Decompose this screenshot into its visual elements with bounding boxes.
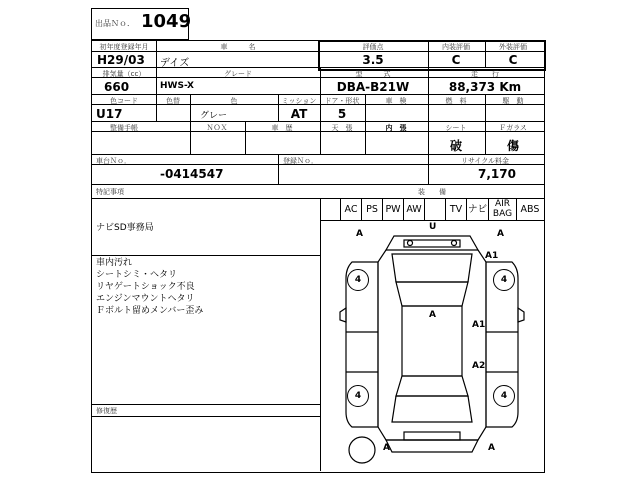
exterior-grade-label: 外装評価	[499, 43, 527, 51]
damage-mark: U	[429, 222, 437, 232]
note-line: シートシミ・ヘタリ	[96, 270, 178, 280]
score-label: 評価点	[362, 43, 384, 51]
registration-label: 登録Ｎｏ．	[283, 157, 318, 165]
displacement: 660	[104, 80, 130, 94]
transmission: AT	[290, 107, 308, 121]
lot-number-label: 出品Ｎｏ．	[95, 19, 135, 28]
damage-mark: A	[383, 443, 390, 453]
seat-label: シート	[445, 124, 467, 132]
inspection-label: 車 検	[385, 97, 407, 105]
front-glass-label: Ｆガラス	[499, 124, 527, 132]
drive-label: 駆 動	[502, 97, 524, 105]
recycle-label: リサイクル料金	[460, 157, 510, 165]
damage-mark: A1	[485, 251, 499, 261]
notes-list	[96, 257, 203, 317]
name-label: 車 名	[220, 43, 256, 51]
inner-trim-label: 内 張	[385, 124, 407, 132]
ceiling-label: 天 張	[331, 124, 353, 132]
equip-ac: AC	[344, 204, 358, 215]
color-code: U17	[96, 107, 123, 121]
notes-label: 特記事項	[96, 188, 124, 196]
first-registration: H29/03	[97, 53, 145, 67]
note-line: エンジンマウントヘタリ	[96, 294, 195, 304]
tire-rear-right: 4	[493, 385, 515, 407]
tire-rear-left: 4	[347, 385, 369, 407]
color-label: 色	[230, 97, 238, 105]
equip-tv: TV	[449, 204, 463, 215]
damage-mark: A	[497, 229, 504, 239]
doors: 5	[337, 107, 347, 121]
damage-mark: A	[429, 310, 436, 320]
doors-label: ドア・形状	[324, 97, 360, 105]
mileage: 88,373 Km	[448, 80, 522, 94]
displacement-label: 排気量（cc）	[102, 70, 146, 78]
chassis-label: 車台Ｎｏ．	[96, 157, 131, 165]
damage-mark: A2	[472, 361, 486, 371]
exterior-grade: C	[508, 53, 518, 67]
color: グレー	[200, 111, 228, 121]
repair-history-label: 修復歴	[96, 407, 117, 415]
equip-ps: PS	[366, 204, 378, 215]
interior-grade: C	[451, 53, 461, 67]
note-line: 車内汚れ	[96, 258, 133, 268]
car-name: デイズ	[160, 58, 190, 69]
lot-number: 1049	[141, 11, 192, 32]
damage-mark: A1	[472, 320, 486, 330]
car-history-label: 車 歴	[271, 124, 293, 132]
note-line: Ｆボルト留めメンバー歪み	[96, 306, 204, 316]
auction-score: 3.5	[362, 53, 384, 67]
chassis-number: -0414547	[160, 167, 224, 181]
grade-label: グレード	[224, 70, 252, 78]
equipment-label: 装 備	[418, 188, 446, 196]
recycle-fee: 7,170	[478, 167, 516, 181]
notes-special: ナビSD事務局	[96, 223, 154, 233]
equip-pw: PW	[385, 204, 401, 215]
damage-mark: A	[488, 443, 495, 453]
model-code: DBA-B21W	[336, 80, 410, 94]
tire-front-right: 4	[493, 269, 515, 291]
grade: HWS-X	[160, 81, 194, 91]
note-line: リヤゲートショック不良	[96, 282, 195, 292]
nox-label: ＮＯＸ	[206, 124, 228, 132]
car-diagram	[322, 222, 542, 470]
color-code-label: 色コード	[110, 97, 138, 105]
fuel-label: 燃 料	[445, 97, 467, 105]
service-book-label: 整備手帳	[110, 124, 138, 132]
color-change-label: 色替	[166, 97, 180, 105]
year-label: 初年度登録年月	[99, 43, 149, 51]
damage-mark: A	[356, 229, 363, 239]
equip-navi: ナビ	[467, 204, 487, 215]
equip-abs: ABS	[520, 204, 540, 215]
mileage-label: 走 行	[471, 70, 499, 78]
interior-grade-label: 内装評価	[442, 43, 470, 51]
tire-front-left: 4	[347, 269, 369, 291]
transmission-label: ミッション	[281, 97, 317, 105]
equip-airbag: AIR BAG	[492, 199, 513, 219]
model-code-label: 型 式	[355, 70, 391, 78]
equip-aw: AW	[406, 204, 422, 215]
seat-condition: 破	[449, 139, 463, 153]
front-glass-condition: 傷	[506, 139, 520, 153]
